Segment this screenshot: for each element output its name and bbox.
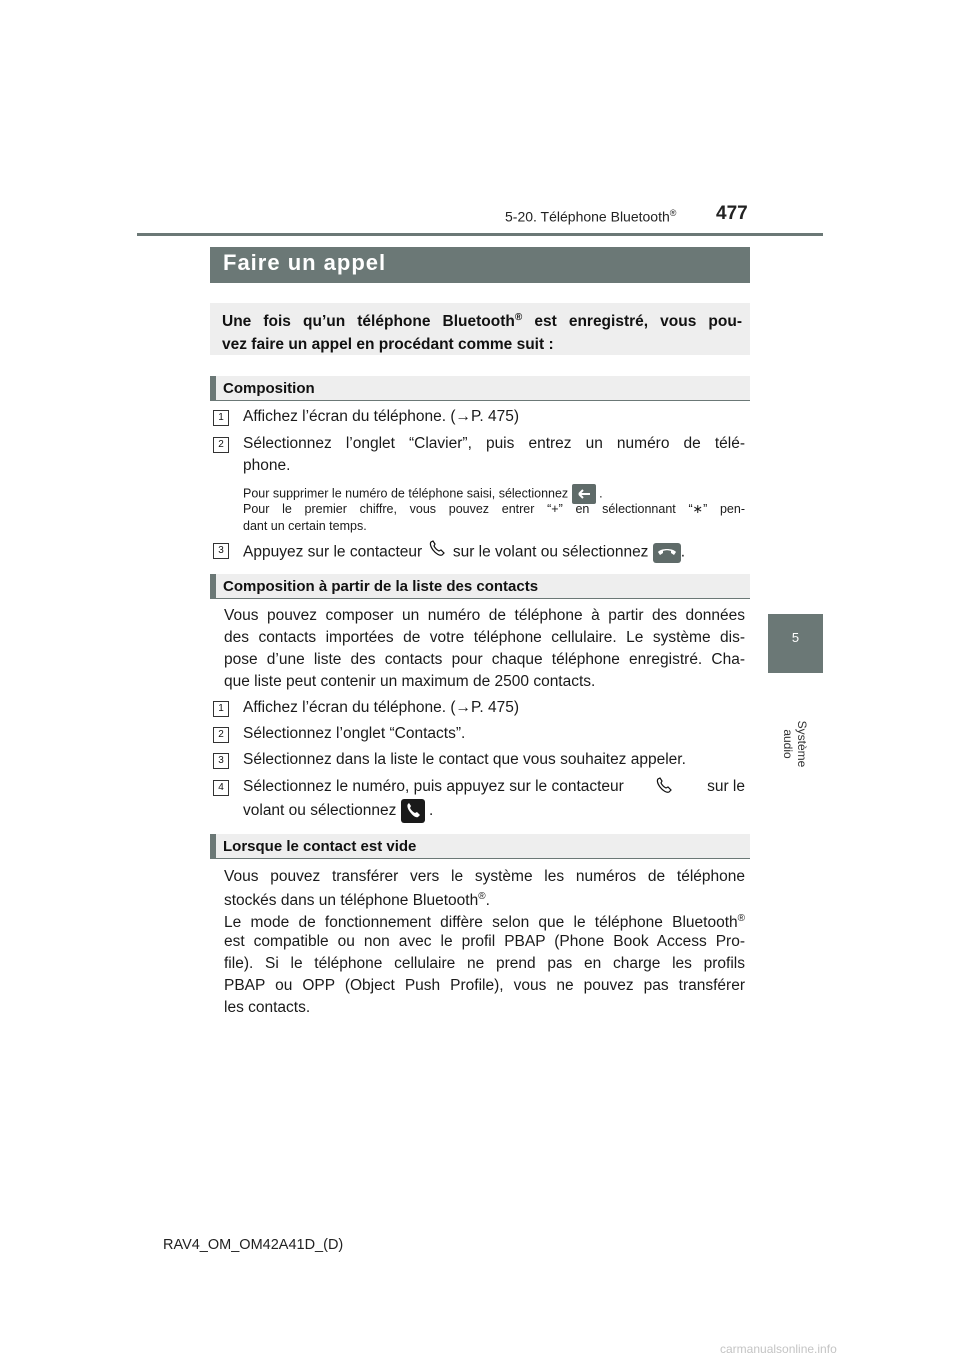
step-text-cont: phone. [243, 457, 291, 474]
intro-text: Une fois qu’un téléphone Bluetooth® est enregistré, vous pou- vez faire un appel en procédant comme suit : [222, 312, 742, 354]
section-heading-empty-contact: Lorsque le contact est vide [223, 838, 417, 855]
step-text: Appuyez sur le contacteur sur le volant ou sélectionnez . [243, 539, 685, 566]
section-header-line [210, 598, 750, 599]
paragraph-line: est compatible ou non avec le profil PBAP (Phone Book Access Pro- [224, 933, 745, 950]
section-header-marker [210, 834, 216, 859]
chapter-number: 5 [791, 630, 800, 645]
step-text: Sélectionnez l’onglet “Clavier”, puis entrez un numéro de télé- [243, 435, 745, 452]
paragraph-line: Le mode de fonctionnement diffère selon que le téléphone Bluetooth® [224, 913, 745, 932]
step-number: 4 [213, 780, 229, 796]
section-breadcrumb: 5-20. Téléphone Bluetooth® [505, 208, 677, 225]
watermark: carmanualsonline.info [720, 1342, 837, 1356]
page-number: 477 [716, 203, 748, 224]
document-code: RAV4_OM_OM42A41D_(D) [163, 1237, 344, 1253]
paragraph-line: file). Si le téléphone cellulaire ne prend pas en charge les profils [224, 955, 745, 972]
note-line: dant un certain temps. [243, 519, 367, 533]
step-text: Affichez l’écran du téléphone. (→P. 475) [243, 699, 520, 716]
step-text: Affichez l’écran du téléphone. (→P. 475) [243, 408, 520, 425]
step-text: Sélectionnez l’onglet “Contacts”. [243, 725, 466, 742]
header-rule [137, 233, 823, 236]
step-number: 2 [213, 727, 229, 743]
paragraph-line: Vous pouvez composer un numéro de téléphone à partir des données [224, 607, 745, 624]
step-number: 2 [213, 437, 229, 453]
paragraph-line: des contacts importées de votre téléphone cellulaire. Le système dis- [224, 629, 745, 646]
step-text-cont: volant ou sélectionnez . [243, 799, 433, 823]
step-text: Sélectionnez le numéro, puis appuyez sur le contacteur sur le [243, 776, 745, 803]
paragraph-line: que liste peut contenir un maximum de 2500 contacts. [224, 673, 596, 690]
section-header-marker [210, 574, 216, 599]
note-line: Pour supprimer le numéro de téléphone saisi, sélectionnez . [243, 484, 603, 504]
step-text: Sélectionnez dans la liste le contact que vous souhaitez appeler. [243, 751, 686, 768]
section-header-line [210, 858, 750, 859]
call-icon [653, 543, 681, 563]
paragraph-line: pose d’une liste des contacts pour chaque téléphone enregistré. Cha- [224, 651, 745, 668]
chapter-label: Système audio [781, 720, 809, 768]
section-header-line [210, 400, 750, 401]
step-number: 3 [213, 753, 229, 769]
paragraph-line: PBAP ou OPP (Object Push Profile), vous ne pouvez pas transférer [224, 977, 745, 994]
paragraph-line: les contacts. [224, 999, 311, 1016]
phone-switch-icon [654, 776, 676, 803]
call-icon [401, 799, 425, 823]
section-heading-contacts: Composition à partir de la liste des contacts [223, 578, 539, 595]
note-line: Pour le premier chiffre, vous pouvez entrer “+” en sélectionnant “∗” pen- [243, 502, 745, 516]
paragraph-line: stockés dans un téléphone Bluetooth®. [224, 891, 490, 910]
step-number: 1 [213, 410, 229, 426]
section-heading-composition: Composition [223, 380, 315, 397]
page-title: Faire un appel [223, 250, 387, 275]
section-header-marker [210, 376, 216, 401]
paragraph-line: Vous pouvez transférer vers le système les numéros de téléphone [224, 868, 745, 885]
step-number: 3 [213, 543, 229, 559]
phone-switch-icon [427, 539, 449, 566]
step-number: 1 [213, 701, 229, 717]
